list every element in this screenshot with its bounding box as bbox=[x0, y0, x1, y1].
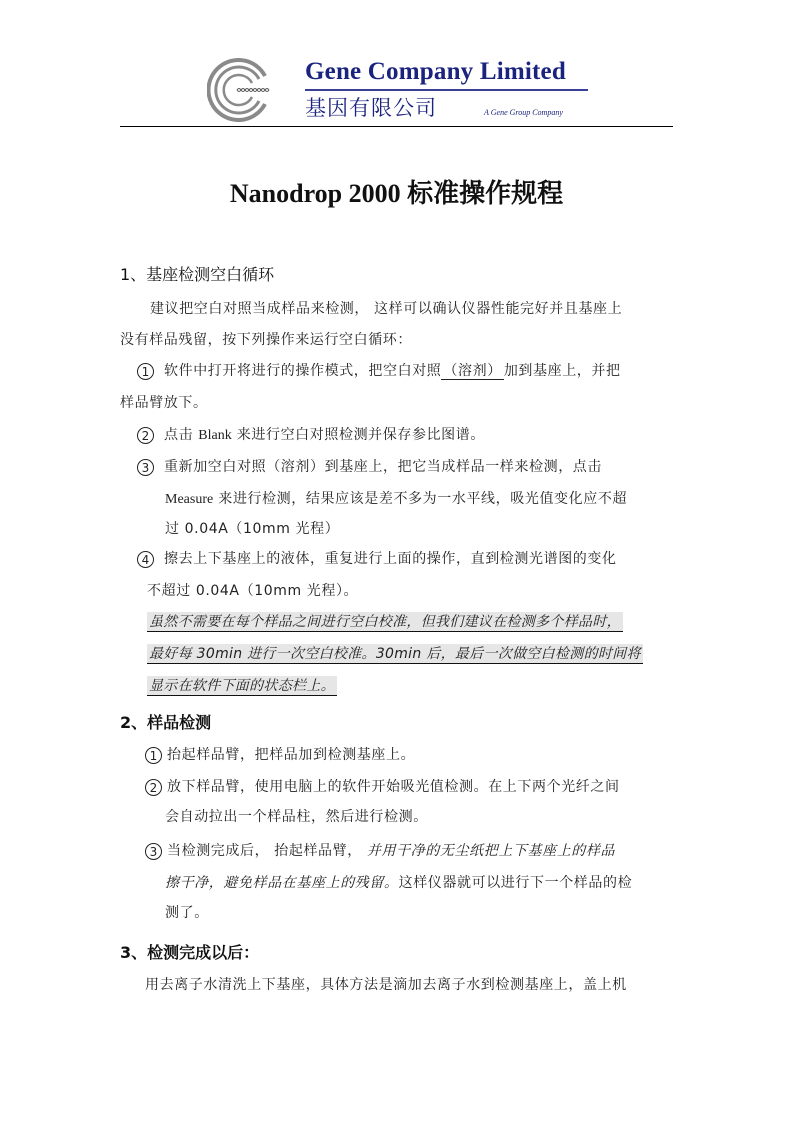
step-text: 软件中打开将进行的操作模式，把空白对照 bbox=[164, 363, 442, 379]
step-text-italic: 擦干净，避免样品在基座上的残留。 bbox=[165, 875, 399, 891]
step-text: 来进行检测，结果应该是差不多为一水平线，吸光值变化应不超 bbox=[213, 491, 628, 507]
underlined-text: （溶剂） bbox=[443, 363, 502, 379]
step-keyword: Measure bbox=[165, 492, 214, 507]
step-number-badge: 3 bbox=[137, 459, 154, 476]
section-1-step-3-cont bbox=[165, 490, 627, 509]
step-text: 重新加空白对照（溶剂）到基座上，把它当成样品一样来检测，点击 bbox=[164, 459, 602, 475]
step-keyword: Blank bbox=[198, 428, 232, 443]
step-number-badge: 1 bbox=[145, 747, 162, 764]
section-1-step-4-cont: 不超过 0.04A（10mm 光程）。 bbox=[147, 583, 359, 599]
company-tagline: A Gene Group Company bbox=[484, 108, 563, 117]
step-number-badge: 2 bbox=[137, 427, 154, 444]
step-text: 来进行空白对照检测并保存参比图谱。 bbox=[231, 427, 485, 443]
section-1-step-4 bbox=[137, 550, 617, 568]
section-1-intro-line-2: 没有样品残留，按下列操作来运行空白循环： bbox=[120, 332, 412, 348]
step-number-badge: 3 bbox=[145, 843, 162, 860]
step-number-badge: 1 bbox=[137, 363, 154, 380]
section-1-step-3-cont-2: 过 0.04A（10mm 光程） bbox=[165, 521, 340, 537]
step-text: 当检测完成后， 抬起样品臂， bbox=[167, 843, 367, 859]
section-1-step-3 bbox=[137, 458, 602, 476]
company-name-cn: 基因有限公司 bbox=[305, 96, 437, 120]
company-name-divider bbox=[305, 89, 588, 91]
section-1-step-2 bbox=[137, 426, 485, 445]
document-title: Nanodrop 2000 标准操作规程 bbox=[229, 179, 564, 208]
section-1-intro-line-1: 建议把空白对照当成样品来检测， 这样可以确认仪器性能完好并且基座上 bbox=[150, 301, 623, 317]
section-2-step-2 bbox=[145, 778, 620, 796]
step-text: 抬起样品臂，把样品加到检测基座上。 bbox=[167, 747, 416, 763]
section-2-step-3-cont-2: 测了。 bbox=[165, 905, 209, 921]
header-divider bbox=[120, 126, 673, 127]
step-text: 这样仪器就可以进行下一个样品的检 bbox=[398, 875, 633, 891]
step-text: 放下样品臂，使用电脑上的软件开始吸光值检测。在上下两个光纤之间 bbox=[167, 779, 620, 795]
section-2-step-3-cont bbox=[165, 874, 632, 892]
step-text: 擦去上下基座上的液体，重复进行上面的操作，直到检测光谱图的变化 bbox=[164, 551, 617, 567]
note-line-2: 最好每 30min 进行一次空白校准。30min 后，最后一次做空白检测的时间将 bbox=[149, 646, 641, 662]
company-logo-icon bbox=[207, 58, 271, 122]
note-line-1: 虽然不需要在每个样品之间进行空白校准，但我们建议在检测多个样品时， bbox=[149, 614, 621, 630]
step-number-badge: 2 bbox=[145, 779, 162, 796]
step-text: 加到基座上，并把 bbox=[503, 363, 621, 379]
note-line-3: 显示在软件下面的状态栏上。 bbox=[149, 678, 335, 694]
step-text: 点击 bbox=[164, 427, 199, 443]
section-1-step-1-cont: 样品臂放下。 bbox=[120, 395, 208, 411]
step-number-badge: 4 bbox=[137, 551, 154, 568]
section-1-step-1 bbox=[137, 362, 621, 380]
section-3-heading: 3、检测完成以后： bbox=[120, 943, 260, 962]
section-2-step-2-cont: 会自动拉出一个样品柱，然后进行检测。 bbox=[165, 809, 428, 825]
section-2-step-3 bbox=[145, 842, 615, 860]
section-3-line-1: 用去离子水清洗上下基座，具体方法是滴加去离子水到检测基座上，盖上机 bbox=[145, 977, 627, 993]
section-1-heading: 1、基座检测空白循环 bbox=[120, 265, 275, 284]
step-text-italic: 并用干净的无尘纸把上下基座上的样品 bbox=[366, 843, 616, 859]
section-2-step-1 bbox=[145, 746, 415, 764]
company-name-en: Gene Company Limited bbox=[305, 58, 566, 85]
section-2-heading: 2、样品检测 bbox=[120, 713, 212, 732]
